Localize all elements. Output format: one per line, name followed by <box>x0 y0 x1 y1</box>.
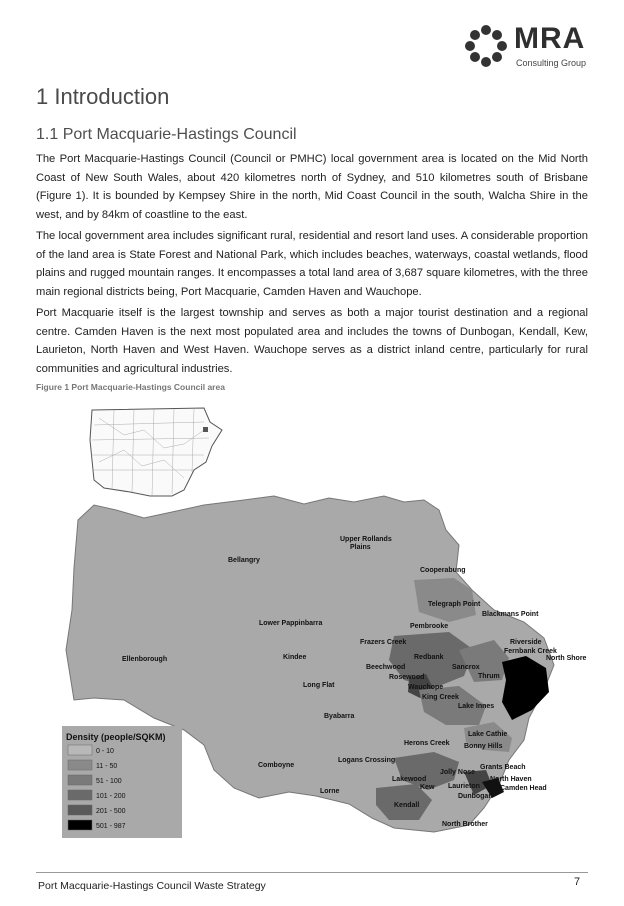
legend-label-201-500: 201 - 500 <box>96 808 126 815</box>
place-label-upper-rollands-2: Plains <box>350 544 371 551</box>
paragraph-1: The Port Macquarie-Hastings Council (Council or PMHC) local government area is located on the Mid North Coast of New South Wales, about 420 kilometres north of Sydney, and 510 kilometres south of Brisbane (Figure 1). It is bounded by Kempsey Shire in the north, Mid Coast Council in the south, Walcha Shire in the west, and by 84km of coastline to the east. <box>36 153 588 221</box>
place-label-lower-pappinbarra: Lower Pappinbarra <box>259 620 323 627</box>
legend-swatch-201-500 <box>68 805 92 815</box>
place-label-riverside: Riverside <box>510 639 542 646</box>
paragraph-3: Port Macquarie itself is the largest township and serves as both a major tourist destination and a regional centre. Camden Haven is the next most populated area and includes the towns of Dunbogan, Kendall, Kew, Laurieton, North Haven and West Haven. Wauchope serves as a district inland centre, particularly for rural communities and agricultural industries. <box>36 307 588 375</box>
density-region-port-macquarie <box>502 656 549 720</box>
place-label-thrumster: Thrum <box>478 673 500 680</box>
map-legend <box>62 726 182 838</box>
place-label-north-haven: North Haven <box>490 776 532 783</box>
place-label-north-brother: North Brother <box>442 821 488 828</box>
legend-label-51-100: 51 - 100 <box>96 778 122 785</box>
legend-label-501-987: 501 - 987 <box>96 823 126 830</box>
place-label-lorne: Lorne <box>320 788 340 795</box>
logo-subtitle: Consulting Group <box>516 58 587 68</box>
footer-title: Port Macquarie-Hastings Council Waste Strategy <box>38 880 266 892</box>
legend-swatch-101-200 <box>68 790 92 800</box>
place-label-byabarra: Byabarra <box>324 713 355 720</box>
place-label-redbank: Redbank <box>414 654 444 661</box>
place-label-grants-beach: Grants Beach <box>480 764 526 771</box>
place-label-kindee: Kindee <box>283 654 307 661</box>
place-label-bonny-hills: Bonny Hills <box>464 743 503 750</box>
place-label-kendall: Kendall <box>394 802 420 809</box>
place-label-beechwood: Beechwood <box>366 664 406 671</box>
subsection-title: 1.1 Port Macquarie-Hastings Council <box>36 126 297 143</box>
legend-swatch-501-987 <box>68 820 92 830</box>
place-label-comboyne: Comboyne <box>258 762 295 769</box>
legend-swatch-51-100 <box>68 775 92 785</box>
place-label-pembrooke: Pembrooke <box>410 623 449 630</box>
place-label-logans-crossing: Logans Crossing <box>338 757 396 764</box>
place-label-ellenborough: Ellenborough <box>122 656 168 663</box>
place-label-kew: Kew <box>420 784 435 791</box>
mra-logo <box>462 18 602 74</box>
place-label-dunbogan: Dunbogan <box>458 793 493 800</box>
legend-title: Density (people/SQKM) <box>66 732 166 742</box>
logo-text: MRA <box>514 22 586 55</box>
nsw-inset-map <box>90 408 222 496</box>
place-label-laurieton: Laurieton <box>448 783 480 790</box>
legend-swatch-11-50 <box>68 760 92 770</box>
place-label-frazers-creek: Frazers Creek <box>360 639 407 646</box>
place-label-upper-rollands: Upper Rollands <box>340 536 392 543</box>
place-label-fernbank-creek: Fernbank Creek <box>504 648 557 655</box>
place-label-herons-creek: Herons Creek <box>404 740 450 747</box>
mra-logo-mark-icon <box>462 22 510 70</box>
place-label-jolly-nose: Jolly Nose <box>440 769 476 776</box>
legend-swatch-0-10 <box>68 745 92 755</box>
place-label-blackmans-point: Blackmans Point <box>482 611 539 618</box>
legend-label-0-10: 0 - 10 <box>96 748 114 755</box>
place-label-sancrox: Sancrox <box>452 664 480 671</box>
figure-caption: Figure 1 Port Macquarie-Hastings Council area <box>36 382 225 392</box>
paragraph-2: The local government area includes significant rural, residential and resort land uses. A considerable proportion of the land area is State Forest and National Park, which includes beaches, waterways, coastal wetlands, flood plains and rugged mountain ranges. It encompasses a total land area of 3,687 square kilometres, with the three main regional districts being, Port Macquarie, Camden Haven and Wauchope. <box>36 230 588 298</box>
place-label-rosewood: Rosewood <box>389 674 425 681</box>
place-label-bellangry: Bellangry <box>228 557 260 564</box>
page-number: 7 <box>574 876 581 888</box>
place-label-long-flat: Long Flat <box>303 682 335 689</box>
place-label-lake-innes: Lake Innes <box>458 703 495 710</box>
place-label-telegraph-point: Telegraph Point <box>428 601 481 608</box>
place-label-king-creek: King Creek <box>422 694 459 701</box>
place-label-port-macquarie: uarie <box>548 683 565 690</box>
legend-label-101-200: 101 - 200 <box>96 793 126 800</box>
legend-label-11-50: 11 - 50 <box>96 763 118 770</box>
place-label-north-shore: North Shore <box>546 655 587 662</box>
place-label-cooperabung: Cooperabung <box>420 567 466 574</box>
pmhc-locator-marker <box>203 427 208 432</box>
place-label-wauchope: Wauchope <box>408 684 444 691</box>
place-label-lake-cathie: Lake Cathie <box>468 731 508 738</box>
place-label-camden-head: Camden Head <box>500 785 547 792</box>
place-label-lakewood: Lakewood <box>392 776 427 783</box>
council-area-map <box>54 400 594 840</box>
footer-divider <box>36 872 588 873</box>
section-title: 1 Introduction <box>36 84 170 109</box>
